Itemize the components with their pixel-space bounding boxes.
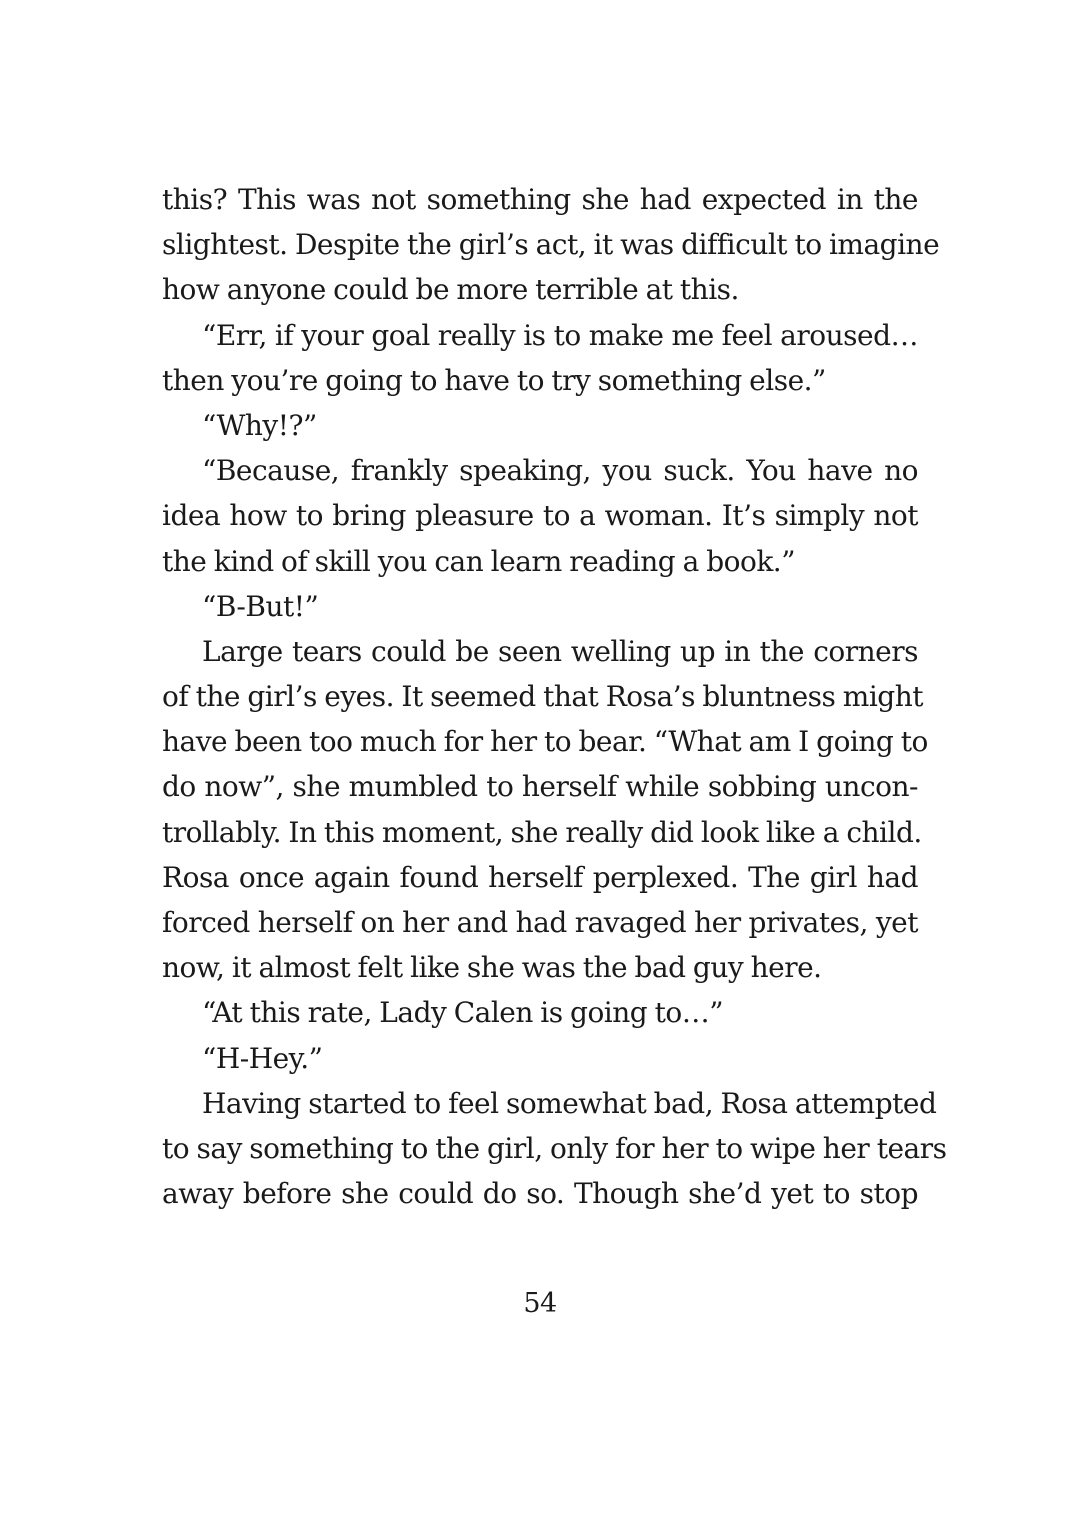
text-line: trollably. In this moment, she really did look like a child. xyxy=(162,815,922,849)
text-line: this? This was not something she had expected in the xyxy=(162,183,918,216)
text-line: Large tears could be seen welling up in the corners xyxy=(202,634,918,668)
text-line: then you’re going to have to try something else.” xyxy=(162,363,826,397)
text-line: “H-Hey.” xyxy=(202,1041,323,1075)
text-line: the kind of skill you can learn reading a book.” xyxy=(162,544,796,578)
text-line: “Why!?” xyxy=(202,408,317,442)
page-number: 54 xyxy=(523,1288,557,1319)
text-line: idea how to bring pleasure to a woman. It’s simply not xyxy=(162,499,918,533)
text-line: forced herself on her and had ravaged her privates, yet xyxy=(162,906,918,939)
text-line: now, it almost felt like she was the bad guy here. xyxy=(162,951,822,985)
text-line: “B-But!” xyxy=(202,589,319,623)
text-line: “Because, frankly speaking, you suck. You have no xyxy=(202,454,918,488)
text-line: to say something to the girl, only for her to wipe her tears xyxy=(162,1131,947,1165)
body-text xyxy=(162,177,947,1216)
text-line: have been too much for her to bear. “What am I going to xyxy=(162,725,928,759)
text-line: of the girl’s eyes. It seemed that Rosa’s bluntness might xyxy=(162,680,924,714)
text-line: Having started to feel somewhat bad, Rosa attempted xyxy=(202,1086,937,1120)
text-line: away before she could do so. Though she’d yet to stop xyxy=(162,1177,918,1211)
text-line: Rosa once again found herself perplexed. The girl had xyxy=(162,860,918,894)
text-line: “At this rate, Lady Calen is going to…” xyxy=(202,996,724,1030)
text-line: slightest. Despite the girl’s act, it was difficult to imagine xyxy=(162,228,940,262)
text-line: how anyone could be more terrible at this. xyxy=(162,273,739,307)
text-line: “Err, if your goal really is to make me feel aroused… xyxy=(202,318,918,352)
text-line: do now”, she mumbled to herself while sobbing uncon- xyxy=(162,770,918,804)
